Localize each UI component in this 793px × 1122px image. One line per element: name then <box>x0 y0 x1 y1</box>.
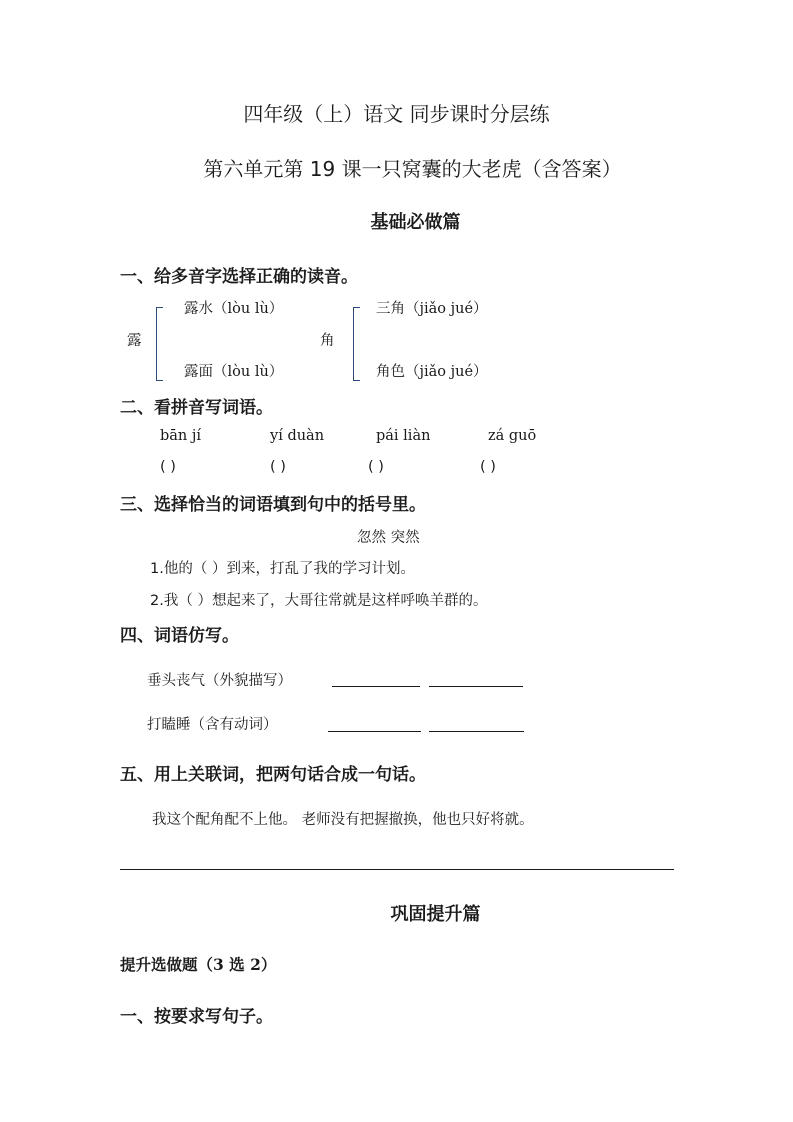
answer-box-4[interactable]: ( ) <box>480 459 496 475</box>
answer-box-1[interactable]: ( ) <box>160 459 176 475</box>
question-1-label: 一、给多音字选择正确的读音。 <box>120 267 358 287</box>
sentence-pair: 我这个配角配不上他。 老师没有把握撤换，他也只好将就。 <box>152 812 534 828</box>
polyphone-char-jiao: 角 <box>320 333 335 349</box>
write-line-1b[interactable] <box>429 686 523 687</box>
option-sanjiao: 三角（jiǎo jué） <box>376 301 488 317</box>
sentence-1: 1.他的（ ）到来，打乱了我的学习计划。 <box>150 561 415 577</box>
answer-box-2[interactable]: ( ) <box>270 459 286 475</box>
option-lushui: 露水（lòu lù） <box>184 301 284 317</box>
answer-box-3[interactable]: ( ) <box>368 459 384 475</box>
write-line-2b[interactable] <box>429 731 524 732</box>
pinyin-2: yí duàn <box>270 428 325 444</box>
polyphone-char-lu: 露 <box>127 333 142 349</box>
pinyin-3: pái liàn <box>376 428 431 444</box>
section-heading-advanced: 巩固提升篇 <box>390 904 481 925</box>
option-jiaose: 角色（jiǎo jué） <box>376 364 488 380</box>
word-options: 忽然 突然 <box>357 530 420 546</box>
brace-lu <box>156 307 163 381</box>
advanced-question-1-label: 一、按要求写句子。 <box>120 1007 273 1027</box>
section-heading-basic: 基础必做篇 <box>370 212 461 233</box>
brace-jiao <box>353 307 360 381</box>
write-line-2a[interactable] <box>328 731 421 732</box>
question-5-label: 五、用上关联词，把两句话合成一句话。 <box>120 765 426 785</box>
page-title: 四年级（上）语文 同步课时分层练 <box>243 102 550 126</box>
option-lumian: 露面（lòu lù） <box>184 364 284 380</box>
sentence-2: 2.我（ ）想起来了，大哥往常就是这样呼唤羊群的。 <box>150 593 488 609</box>
pinyin-1: bān jí <box>160 428 202 444</box>
model-word-2: 打瞌睡（含有动词） <box>147 717 278 733</box>
model-word-1: 垂头丧气（外貌描写） <box>147 673 292 689</box>
question-3-label: 三、选择恰当的词语填到句中的括号里。 <box>120 495 426 515</box>
question-2-label: 二、看拼音写词语。 <box>120 398 273 418</box>
write-line-1a[interactable] <box>332 686 420 687</box>
pinyin-4: zá guō <box>488 428 537 444</box>
section-divider <box>120 869 674 870</box>
page-subtitle: 第六单元第 19 课一只窝囊的大老虎（含答案） <box>203 157 622 181</box>
question-4-label: 四、词语仿写。 <box>120 626 239 646</box>
choice-instruction: 提升选做题（3 选 2） <box>120 955 277 974</box>
